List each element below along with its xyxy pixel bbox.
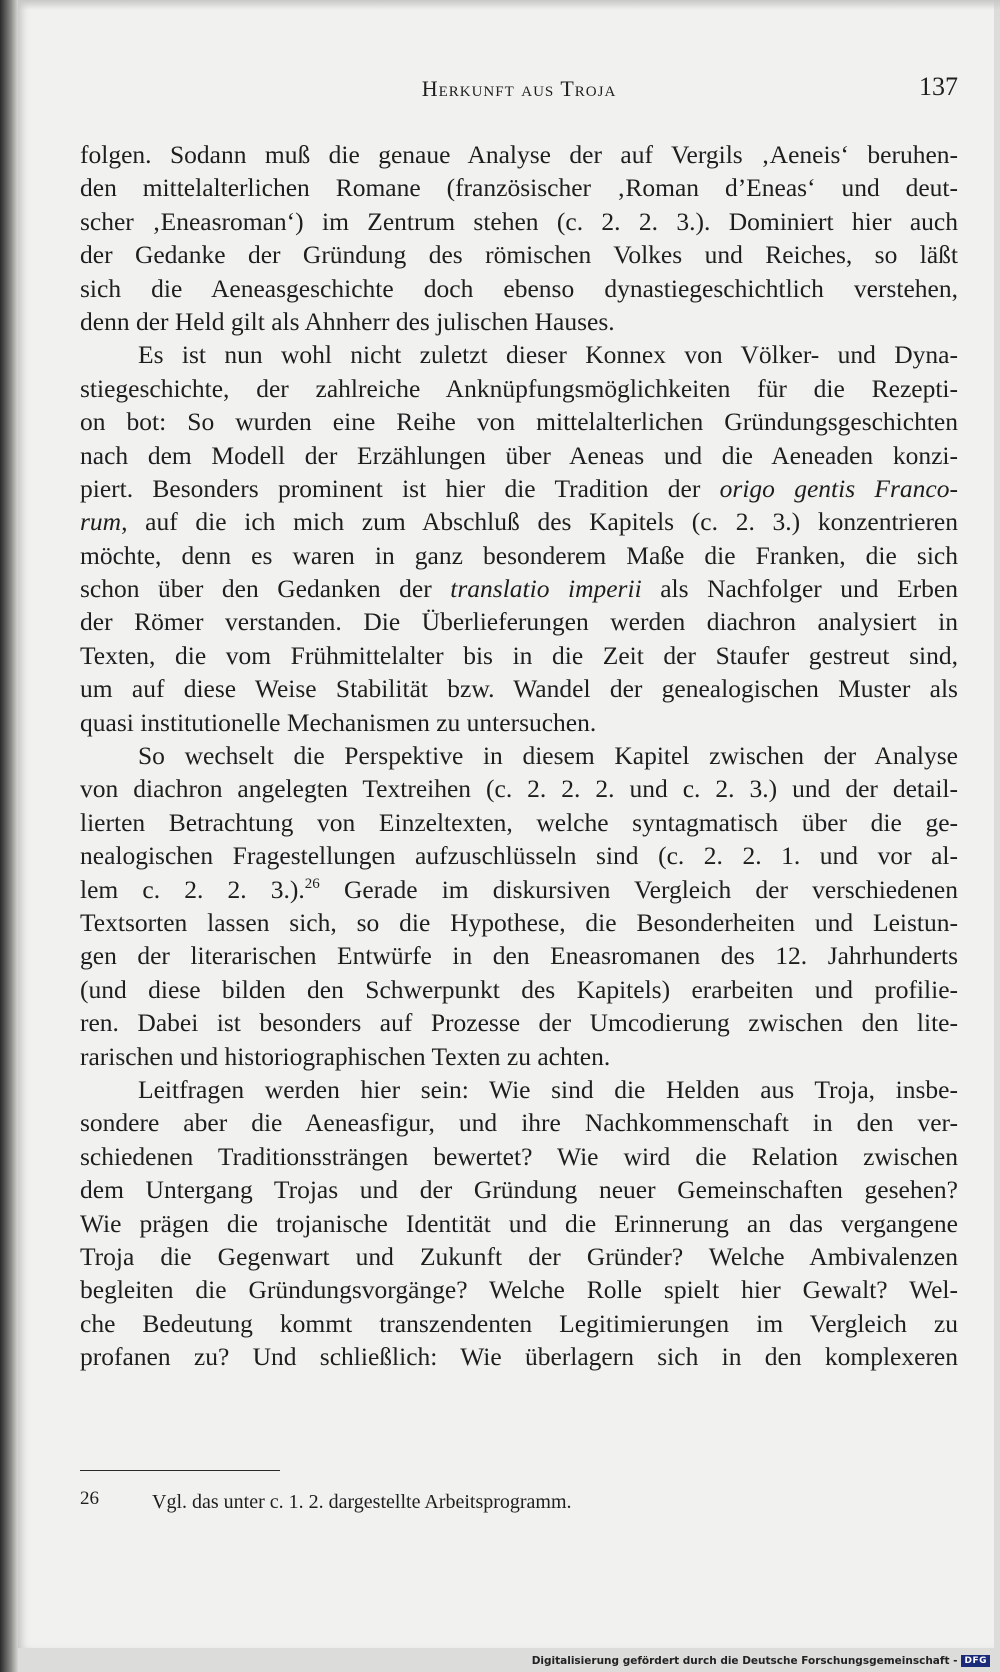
footnote-number: 26 bbox=[80, 1488, 99, 1509]
text-line bbox=[80, 572, 958, 605]
text-line: folgen. Sodann muß die genaue Analyse der auf Vergils ‚Aeneis‘ beruhen- bbox=[80, 140, 958, 169]
text-line: Wie prägen die trojanische Identität und die Erinnerung an das vergangene bbox=[80, 1208, 958, 1238]
text-line: schiedenen Traditionssträngen bewertet? Wie wird die Relation zwischen bbox=[80, 1141, 958, 1171]
text-line: profanen zu? Und schließlich: Wie überlagern sich in den komplexeren bbox=[80, 1342, 958, 1372]
text-line: on bot: So wurden eine Reihe von mittelalterlichen Gründungsgeschichten bbox=[80, 407, 958, 437]
credit-text: Digitalisierung gefördert durch die Deutsche Forschungsgemeinschaft - bbox=[531, 1655, 958, 1667]
text-line: sich die Aeneasgeschichte doch ebenso dynastiegeschichtlich verstehen, bbox=[80, 273, 958, 303]
text-line: den mittelalterlichen Romane (französischer ‚Roman d’Eneas‘ und deut- bbox=[80, 173, 958, 203]
text-line: der Römer verstanden. Die Überlieferungen werden diachron analysiert in bbox=[80, 607, 958, 637]
footnote-rule bbox=[80, 1470, 280, 1471]
text-segment: als Nachfolger und Erben bbox=[660, 574, 958, 604]
text-line: Leitfragen werden hier sein: Wie sind die Helden aus Troja, insbe- bbox=[138, 1074, 958, 1104]
page-top-edge bbox=[18, 0, 1000, 10]
text-segment: schon über den Gedanken der bbox=[80, 574, 432, 604]
text-segment: piert. Besonders prominent ist hier die Tradition der bbox=[80, 473, 701, 503]
text-line: um auf diese Weise Stabilität bzw. Wandel der genealogischen Muster als bbox=[80, 674, 958, 704]
book-gutter bbox=[0, 0, 18, 1672]
text-line: denn der Held gilt als Ahnherr des julischen Hauses. bbox=[80, 306, 615, 336]
text-line: von diachron angelegten Textreihen (c. 2. 2. 2. und c. 2. 3.) und der detail- bbox=[80, 774, 958, 804]
text-line: ren. Dabei ist besonders auf Prozesse der Umcodierung zwischen den lite- bbox=[80, 1008, 958, 1038]
text-line: dem Untergang Trojas und der Gründung neuer Gemeinschaften gesehen? bbox=[80, 1175, 958, 1205]
text-line: nach dem Modell der Erzählungen über Aeneas und die Aeneaden konzi- bbox=[80, 440, 958, 470]
italic-term: translatio imperii bbox=[450, 574, 642, 604]
text-line: der Gedanke der Gründung des römischen Volkes und Reiches, so läßt bbox=[80, 240, 958, 270]
text-line: Textsorten lassen sich, so die Hypothese, die Besonderheiten und Leistun- bbox=[80, 907, 958, 937]
text-line bbox=[80, 472, 958, 505]
italic-term: rum, bbox=[80, 507, 128, 537]
text-line: lierten Betrachtung von Einzeltexten, welche syntagmatisch über die ge- bbox=[80, 807, 958, 837]
text-line: nealogischen Fragestellungen aufzuschlüsseln sind (c. 2. 2. 1. und vor al- bbox=[80, 841, 958, 871]
text-line bbox=[80, 505, 958, 538]
italic-term: origo gentis Franco- bbox=[719, 473, 958, 503]
digitization-credit bbox=[532, 1652, 990, 1670]
text-line: begleiten die Gründungsvorgänge? Welche Rolle spielt hier Gewalt? Wel- bbox=[80, 1275, 958, 1305]
text-segment: Gerade im diskursiven Vergleich der verschiedenen bbox=[343, 874, 958, 904]
text-line: gen der literarischen Entwürfe in den Eneasromanen des 12. Jahrhunderts bbox=[80, 941, 958, 971]
text-line: quasi institutionelle Mechanismen zu untersuchen. bbox=[80, 707, 597, 737]
text-line: Texten, die vom Frühmittelalter bis in die Zeit der Staufer gestreut sind, bbox=[80, 640, 958, 670]
text-line: scher ‚Eneasroman‘) im Zentrum stehen (c. 2. 2. 3.). Dominiert hier auch bbox=[80, 206, 958, 236]
running-title: Herkunft aus Troja bbox=[421, 76, 617, 101]
footnote-text: Vgl. das unter c. 1. 2. dargestellte Arbeitsprogramm. bbox=[152, 1491, 572, 1513]
footnote bbox=[80, 1488, 958, 1514]
page-number: 137 bbox=[919, 72, 958, 101]
text-line bbox=[80, 873, 958, 906]
text-line: sondere aber die Aeneasfigur, und ihre Nachkommenschaft in den ver- bbox=[80, 1108, 958, 1138]
text-line: Es ist nun wohl nicht zuletzt dieser Konnex von Völker- und Dyna- bbox=[138, 340, 958, 370]
footnote-ref[interactable]: 26 bbox=[304, 875, 320, 892]
text-line: (und diese bilden den Schwerpunkt des Kapitels) erarbeiten und profilie- bbox=[80, 974, 958, 1004]
text-segment: lem c. 2. 2. 3.). bbox=[80, 874, 305, 904]
text-line: che Bedeutung kommt transzendenten Legitimierungen im Vergleich zu bbox=[80, 1308, 958, 1338]
text-segment: auf die ich mich zum Abschluß des Kapitels (c. 2. 3.) konzentrieren bbox=[145, 507, 958, 537]
dfg-logo: DFG bbox=[961, 1655, 990, 1667]
text-line: So wechselt die Perspektive in diesem Kapitel zwischen der Analyse bbox=[138, 741, 958, 771]
body-text bbox=[80, 138, 958, 1373]
text-line: möchte, denn es waren in ganz besonderem Maße die Franken, die sich bbox=[80, 540, 958, 570]
text-line: stiegeschichte, der zahlreiche Anknüpfungsmöglichkeiten für die Rezepti- bbox=[80, 373, 958, 403]
text-line: rarischen und historiographischen Texten zu achten. bbox=[80, 1041, 611, 1071]
text-line: Troja die Gegenwart und Zukunft der Gründer? Welche Ambivalenzen bbox=[80, 1241, 958, 1271]
running-head bbox=[80, 72, 958, 108]
